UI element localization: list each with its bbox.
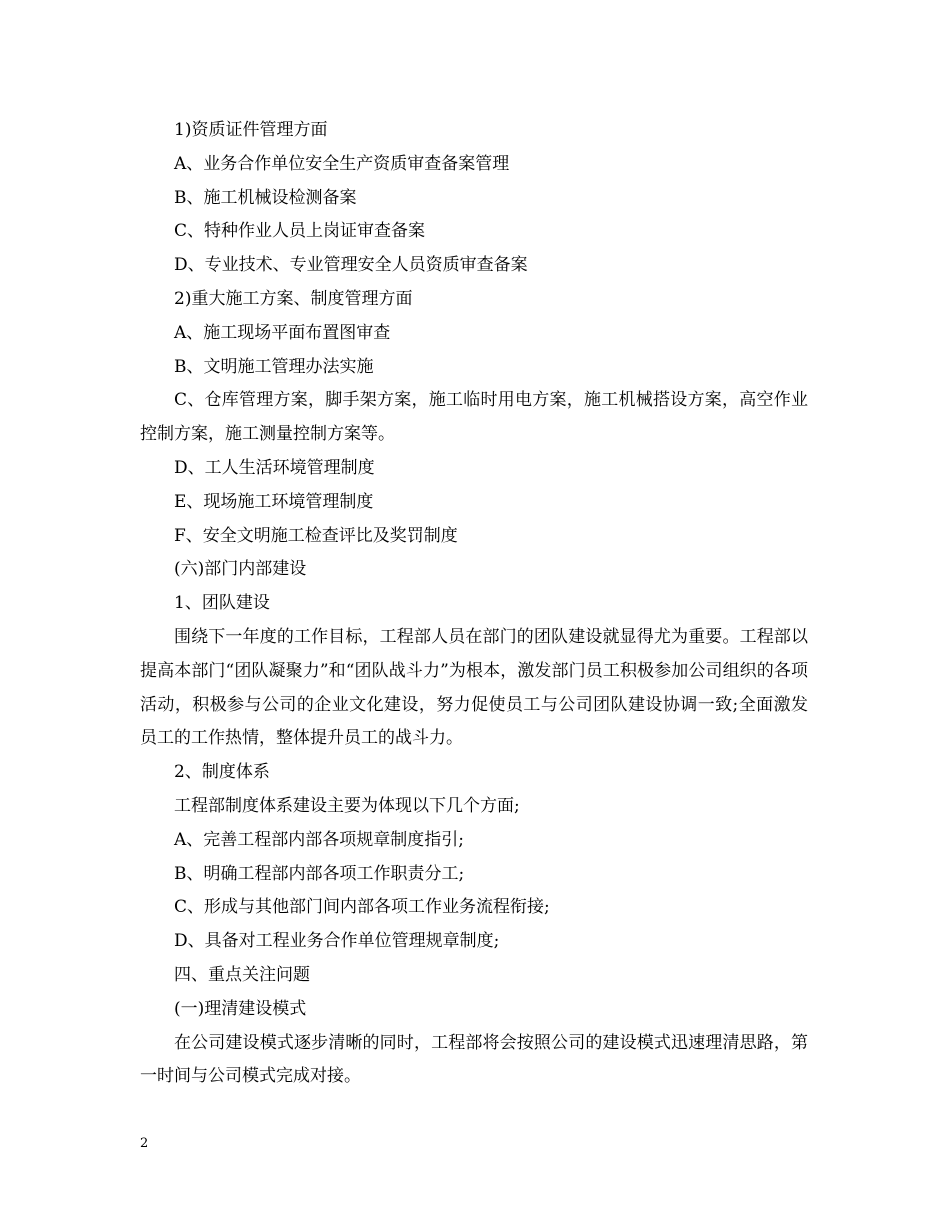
paragraph: D、具备对工程业务合作单位管理规章制度; — [174, 931, 500, 952]
paragraph: 1)资质证件管理方面 — [174, 120, 328, 140]
paragraph: D、工人生活环境管理制度 — [174, 457, 375, 478]
paragraph: A、业务合作单位安全生产资质审查备案管理 — [174, 153, 510, 174]
paragraph: C、形成与其他部门间内部各项工作业务流程衔接; — [174, 897, 550, 918]
paragraph: B、明确工程部内部各项工作职责分工; — [174, 863, 465, 884]
paragraph: F、安全文明施工检查评比及奖罚制度 — [174, 525, 458, 546]
paragraph: B、施工机械设检测备案 — [174, 187, 357, 208]
paragraph: 2)重大施工方案、制度管理方面 — [174, 288, 413, 309]
paragraph: A、完善工程部内部各项规章制度指引; — [174, 829, 465, 850]
subsection-heading: (一)理清建设模式 — [174, 998, 307, 1019]
paragraph: B、文明施工管理办法实施 — [174, 356, 374, 377]
paragraph: C、仓库管理方案，脚手架方案，施工临时用电方案，施工机械搭设方案，高空作业控制方案，施工测量控制方案等。 — [140, 390, 808, 445]
subsection-heading: 2、制度体系 — [174, 762, 270, 783]
paragraph: 在公司建设模式逐步清晰的同时，工程部将会按照公司的建设模式迅速理清思路，第一时间与公司模式完成对接。 — [140, 1032, 808, 1087]
section-heading: (六)部门内部建设 — [174, 559, 307, 580]
document-body — [140, 114, 808, 1094]
paragraph: 围绕下一年度的工作目标，工程部人员在部门的团队建设就显得尤为重要。工程部以提高本部门“团队凝聚力”和“团队战斗力”为根本，激发部门员工积极参加公司组织的各项活动，积极参与公司的企业文化建设，努力促使员工与公司团队建设协调一致;全面激发员工的工作热情，整体提升员工的战斗力。 — [140, 626, 808, 749]
paragraph: C、特种作业人员上岗证审查备案 — [174, 221, 426, 242]
paragraph: E、现场施工环境管理制度 — [174, 491, 374, 512]
paragraph: D、专业技术、专业管理安全人员资质审查备案 — [174, 255, 528, 276]
section-heading: 四、重点关注问题 — [174, 964, 310, 985]
subsection-heading: 1、团队建设 — [174, 593, 270, 614]
page-number: 2 — [140, 1136, 149, 1151]
paragraph: 工程部制度体系建设主要为体现以下几个方面; — [174, 795, 520, 816]
paragraph: A、施工现场平面布置图审查 — [174, 322, 391, 343]
